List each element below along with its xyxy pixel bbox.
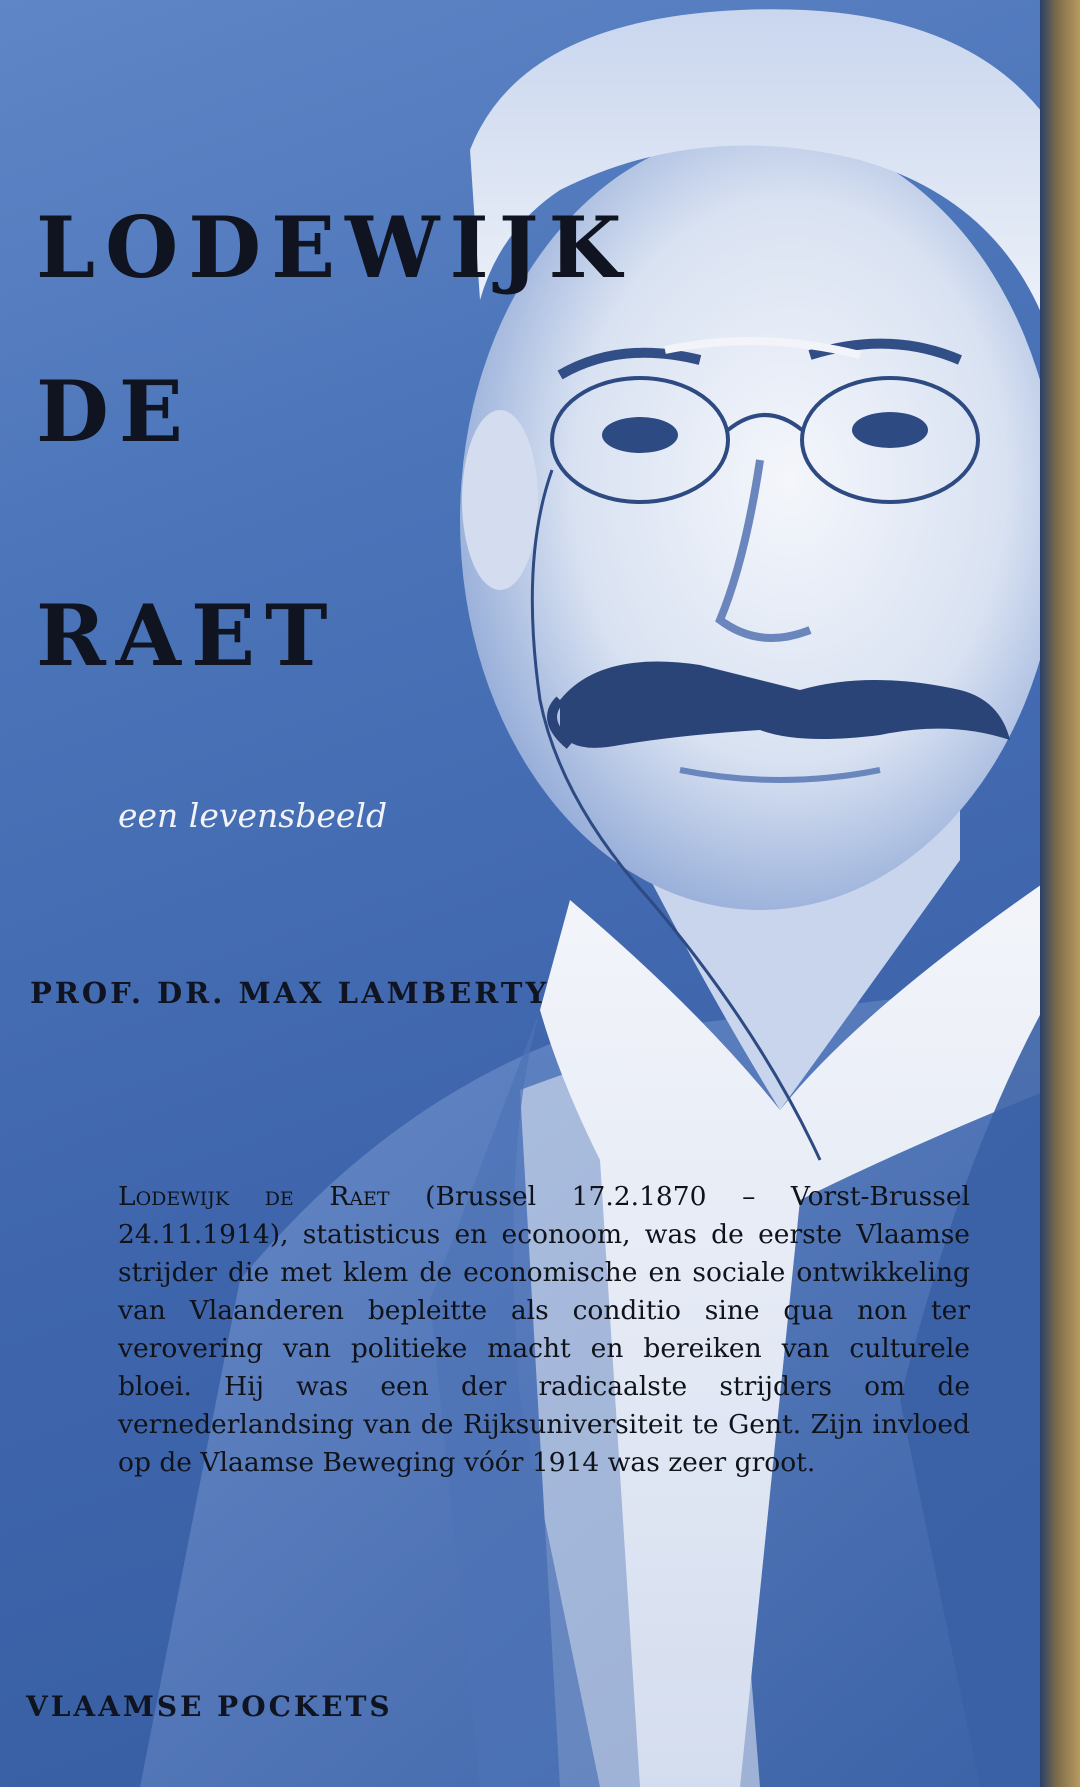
description-body: (Brussel 17.2.1870 – Vorst-Brussel 24.11.1914), statisticus en econoom, was de eerste Vlaamse strijder die met klem de economische en sociale ontwikkeling van Vlaanderen bepleitte als conditio sine qua non ter verovering van politieke macht en bereiken van culturele bloei. Hij was een der radicaalste strijders om de vernederlandsing van de Rijksuniversiteit te Gent. Zijn invloed op de Vlaamse Beweging vóór 1914 was zeer groot.: [118, 1181, 970, 1478]
subtitle: een levensbeeld: [118, 796, 388, 835]
author-name: PROF. DR. MAX LAMBERTY: [30, 976, 550, 1010]
title-line-3: RAET: [36, 586, 338, 685]
title-line-2: DE: [36, 362, 193, 461]
description-lead-name: Lodewijk de Raet: [118, 1181, 390, 1212]
book-edge: [1040, 0, 1080, 1787]
title-line-1: LODEWIJK: [36, 198, 632, 297]
series-name: VLAAMSE POCKETS: [26, 1690, 393, 1723]
description-text: [118, 1178, 970, 1482]
